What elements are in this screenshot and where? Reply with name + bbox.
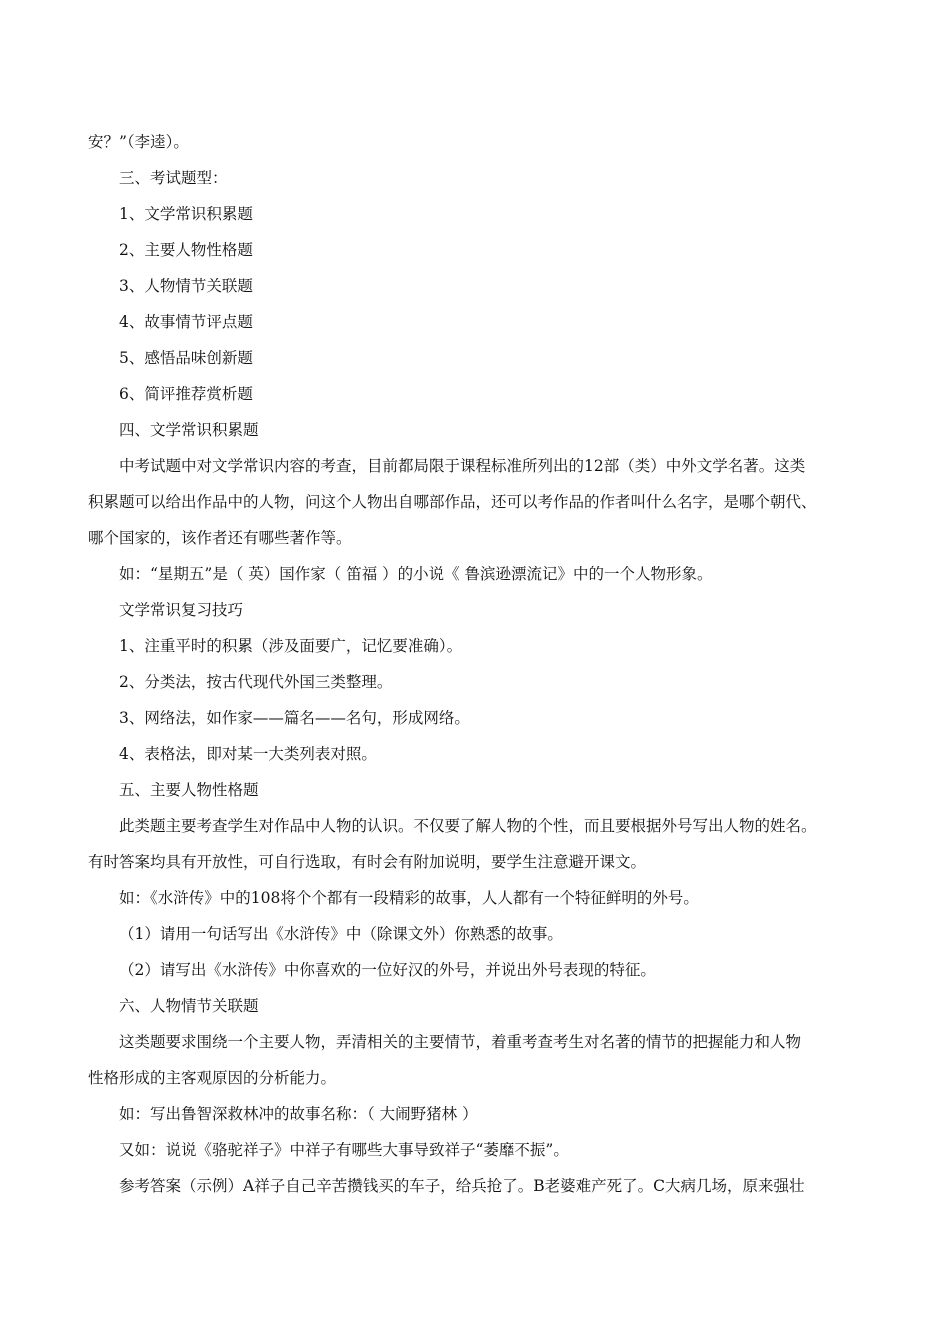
text-line: （1）请用一句话写出《水浒传》中（除课文外）你熟悉的故事。 bbox=[119, 925, 563, 943]
text-line: 中考试题中对文学常识内容的考查，目前都局限于课程标准所列出的12部（类）中外文学名著。这类 bbox=[119, 457, 806, 475]
text-line: （2）请写出《水浒传》中你喜欢的一位好汉的外号，并说出外号表现的特征。 bbox=[119, 961, 656, 979]
text-line: 3、网络法，如作家——篇名——名句，形成网络。 bbox=[119, 709, 470, 727]
text-line: 如：写出鲁智深救林冲的故事名称：（ 大闹野猪林 ） bbox=[119, 1105, 478, 1123]
text-line: 如：《水浒传》中的108将个个都有一段精彩的故事，人人都有一个特征鲜明的外号。 bbox=[119, 889, 699, 907]
text-line: 5、感悟品味创新题 bbox=[119, 349, 253, 367]
text-line: 有时答案均具有开放性，可自行选取，有时会有附加说明，要学生注意避开课文。 bbox=[88, 853, 647, 871]
text-line: 又如：说说《骆驼祥子》中祥子有哪些大事导致祥子“萎靡不振”。 bbox=[119, 1141, 569, 1159]
text-line: 2、主要人物性格题 bbox=[119, 241, 253, 259]
text-line: 这类题要求围绕一个主要人物，弄清相关的主要情节，着重考查考生对名著的情节的把握能力和人物 bbox=[119, 1033, 802, 1051]
document-body bbox=[88, 124, 878, 1204]
text-line: 四、文学常识积累题 bbox=[119, 421, 259, 439]
text-line: 如：“星期五”是（ 英）国作家（ 笛福 ）的小说《 鲁滨逊漂流记》中的一个人物形象。 bbox=[119, 565, 713, 583]
text-line: 1、文学常识积累题 bbox=[119, 205, 253, 223]
text-line: 积累题可以给出作品中的人物，问这个人物出自哪部作品，还可以考作品的作者叫什么名字，是哪个朝代、 bbox=[88, 493, 817, 511]
text-line: 性格形成的主客观原因的分析能力。 bbox=[88, 1069, 337, 1087]
text-line: 三、考试题型： bbox=[119, 169, 228, 187]
text-line: 2、分类法，按古代现代外国三类整理。 bbox=[119, 673, 393, 691]
text-line: 1、注重平时的积累（涉及面要广，记忆要准确）。 bbox=[119, 637, 463, 655]
text-line: 参考答案（示例）A祥子自己辛苦攒钱买的车子，给兵抢了。B老婆难产死了。C大病几场，原来强壮 bbox=[119, 1177, 805, 1195]
text-line: 3、人物情节关联题 bbox=[119, 277, 253, 295]
text-line: 五、主要人物性格题 bbox=[119, 781, 259, 799]
text-line: 六、人物情节关联题 bbox=[119, 997, 259, 1015]
text-line: 安？”（李逵）。 bbox=[88, 133, 189, 151]
text-line: 哪个国家的，该作者还有哪些著作等。 bbox=[88, 529, 352, 547]
text-line: 文学常识复习技巧 bbox=[119, 601, 244, 619]
text-line: 此类题主要考查学生对作品中人物的认识。不仅要了解人物的个性，而且要根据外号写出人物的姓名。 bbox=[119, 817, 817, 835]
text-line: 6、简评推荐赏析题 bbox=[119, 385, 253, 403]
text-line: 4、表格法，即对某一大类列表对照。 bbox=[119, 745, 377, 763]
text-line: 4、故事情节评点题 bbox=[119, 313, 253, 331]
